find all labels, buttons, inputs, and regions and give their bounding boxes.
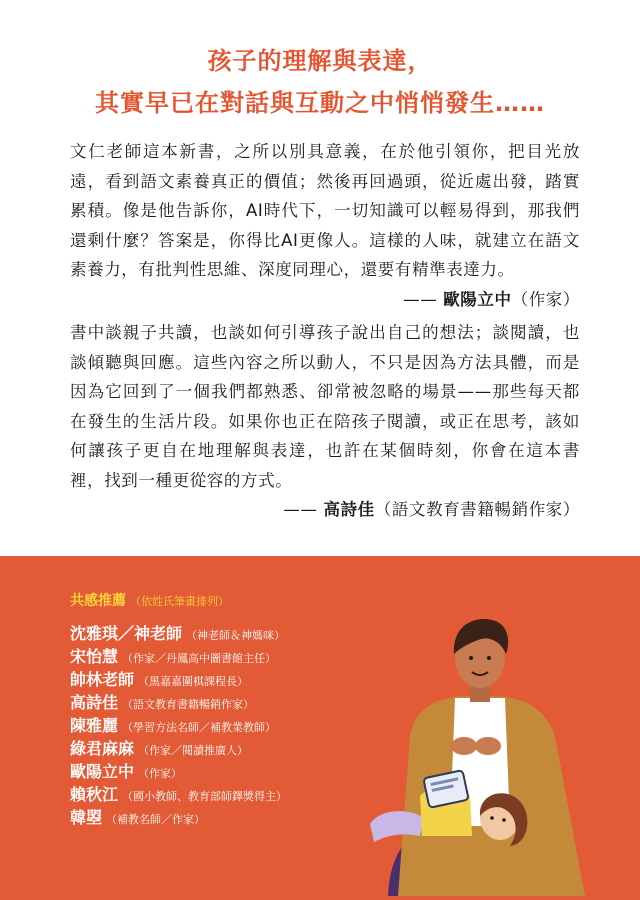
recommend-title [70,590,229,610]
recommender-name: 沈雅琪／神老師 [70,624,183,643]
recommender-name: 陳雅麗 [70,716,119,735]
signature-role: （語文教育書籍暢銷作家） [374,500,580,519]
recommender-item [70,622,287,645]
recommender-item [70,668,287,691]
headline [0,40,640,124]
recommender-role: （國小教師、教育部師鐸獎得主） [122,790,288,803]
recommender-item [70,760,287,783]
recommender-name: 賴秋江 [70,785,119,804]
recommend-title-text: 共感推薦 [70,593,126,609]
recommender-list [70,622,287,829]
recommender-role: （作家） [138,767,183,780]
signature-role: （作家） [511,289,580,309]
recommender-role: （黑嘉嘉圍棋課程長） [138,675,249,688]
quote-text: 書中談親子共讀，也談如何引導孩子說出自己的想法；談閱讀，也談傾聽與回應。這些內容之所以動人，不只是因為方法具體，而是因為它回到了一個我們都熟悉、卻常被忽略的場景——那些每天都在發生的生活片段。如果你也正在陪孩子閱讀，或正在思考，該如何讓孩子更自在地理解與表達，也許在某個時刻，你會在這本書裡，找到一種更從容的方式。 [70,323,580,490]
quote-paragraph-1 [70,137,580,314]
quote-paragraph-2 [70,318,580,525]
recommend-note: （依姓氏筆畫排列） [130,595,229,608]
recommender-name: 帥林老師 [70,670,135,689]
parent-child-reading-illustration [360,596,600,900]
recommender-item [70,783,287,806]
recommender-role: （神老師＆神媽咪） [186,629,286,642]
signature-dash: —— [283,500,318,519]
recommender-name: 綠君麻麻 [70,739,135,758]
recommender-name: 宋怡慧 [70,647,119,666]
recommender-item [70,645,287,668]
signature-author: 歐陽立中 [443,289,512,309]
recommender-item [70,737,287,760]
recommender-name: 韓曌 [70,808,103,827]
quote-text: 文仁老師這本新書，之所以別具意義，在於他引領你，把目光放遠，看到語文素養真正的價值；然後再回過頭，從近處出發，踏實累積。像是他告訴你，AI時代下，一切知識可以輕易得到，那我們還剩什麼？答案是，你得比AI更像人。這樣的人味，就建立在語文素養力，有批判性思維、深度同理心，還要有精準表達力。 [70,142,580,279]
recommender-item [70,691,287,714]
headline-line-1: 孩子的理解與表達， [207,47,433,75]
recommender-item [70,806,287,829]
recommender-item [70,714,287,737]
headline-line-2: 其實早已在對話與互動之中悄悄發生…… [95,89,545,117]
recommender-role: （語文教育書籍暢銷作家） [122,698,255,711]
recommender-role: （學習方法名師／補教業教師） [122,721,277,734]
recommender-role: （補教名師／作家） [106,813,206,826]
recommender-role: （作家／閱讀推廣人） [138,744,249,757]
signature-dash: —— [403,289,438,309]
quote-signature [283,495,580,525]
recommender-name: 歐陽立中 [70,762,135,781]
recommend-panel [0,556,640,900]
quote-signature [403,285,580,315]
recommender-role: （作家／丹鳳高中圖書館主任） [122,652,277,665]
recommender-name: 高詩佳 [70,693,119,712]
signature-author: 高詩佳 [323,500,375,519]
